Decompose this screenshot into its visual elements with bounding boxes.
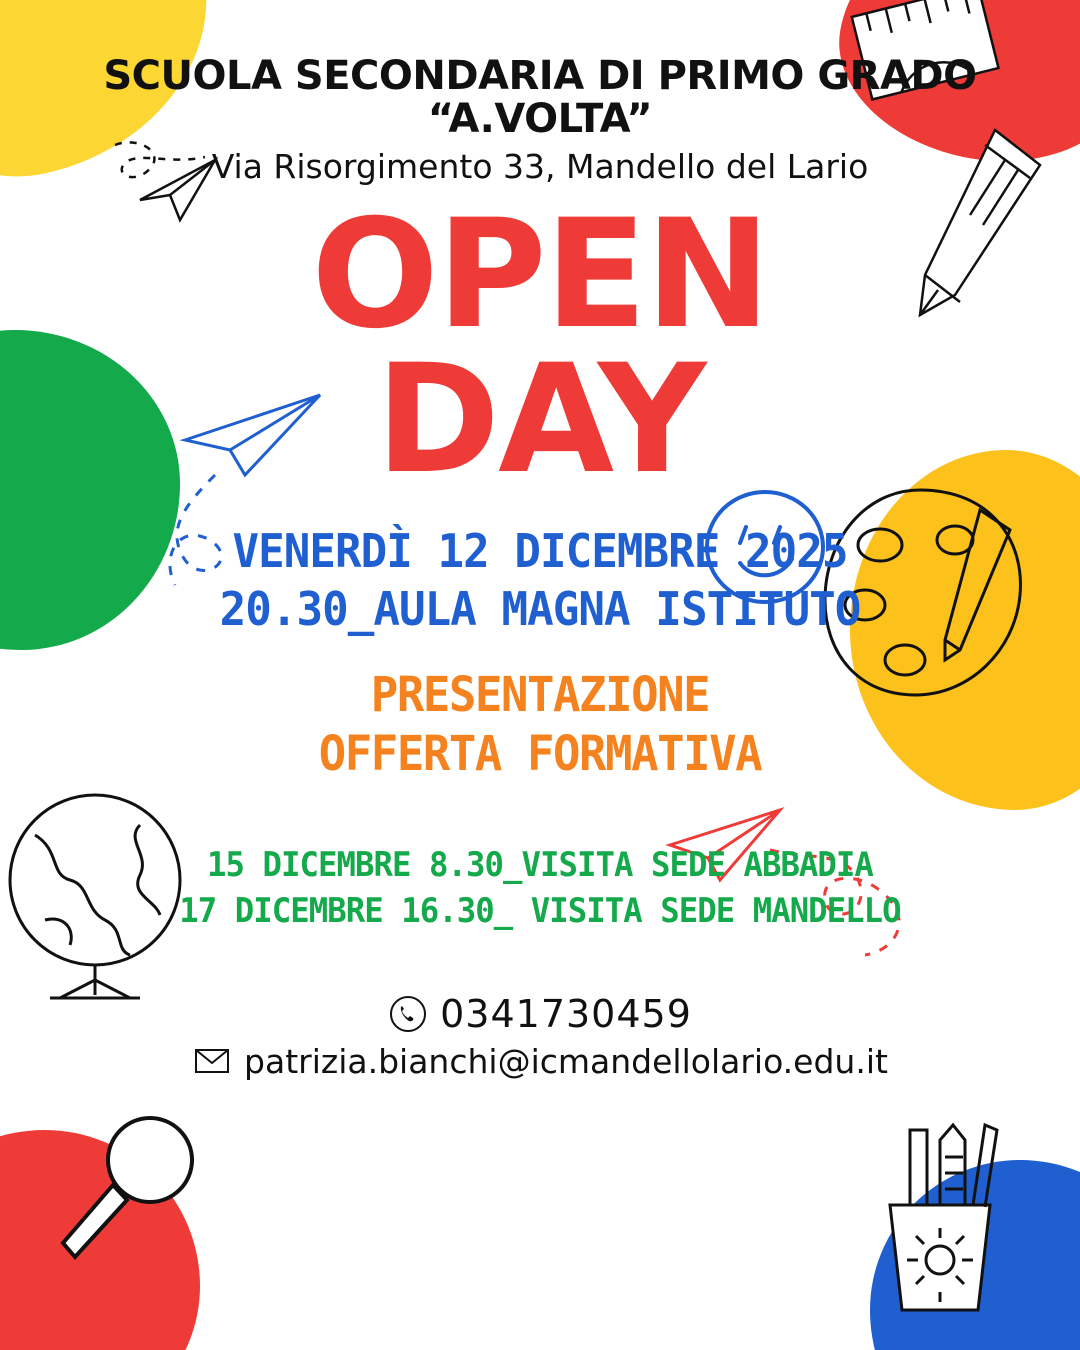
contact-info	[0, 992, 1080, 1081]
contact-email-row	[0, 1042, 1080, 1081]
email-address[interactable]: patrizia.bianchi@icmandellolario.edu.it	[244, 1041, 888, 1081]
contact-phone-row	[0, 992, 1080, 1036]
visit-item: 17 DICEMBRE 16.30_ VISITA SEDE MANDELLO	[179, 890, 901, 931]
school-name-line2: “A.VOLTA”	[427, 96, 653, 143]
event-time-place: 20.30_AULA MAGNA ISTITUTO	[219, 581, 861, 636]
visit-item: 15 DICEMBRE 8.30_VISITA SEDE ABBADIA	[207, 845, 873, 886]
title-line-day: DAY	[375, 333, 705, 508]
event-subject	[27, 666, 1053, 783]
pen-cup-icon	[845, 1095, 1035, 1330]
title-line-open: OPEN	[311, 188, 769, 363]
school-address: Via Risorgimento 33, Mandello del Lario	[211, 147, 869, 187]
event-date: VENERDÌ 12 DICEMBRE 2025	[232, 524, 848, 579]
magnifier-icon	[45, 1105, 235, 1290]
phone-number[interactable]: 0341730459	[440, 991, 692, 1036]
mail-icon	[192, 1044, 232, 1078]
school-name	[40, 55, 1040, 141]
school-name-line1: SCUOLA SECONDARIA DI PRIMO GRADO	[103, 53, 977, 99]
visit-dates	[27, 843, 1053, 933]
page-title	[0, 188, 1080, 508]
offer-line2: OFFERTA FORMATIVA	[318, 725, 762, 782]
offer-line1: PRESENTAZIONE	[370, 667, 710, 724]
event-datetime	[22, 523, 1059, 638]
phone-icon	[388, 994, 428, 1034]
